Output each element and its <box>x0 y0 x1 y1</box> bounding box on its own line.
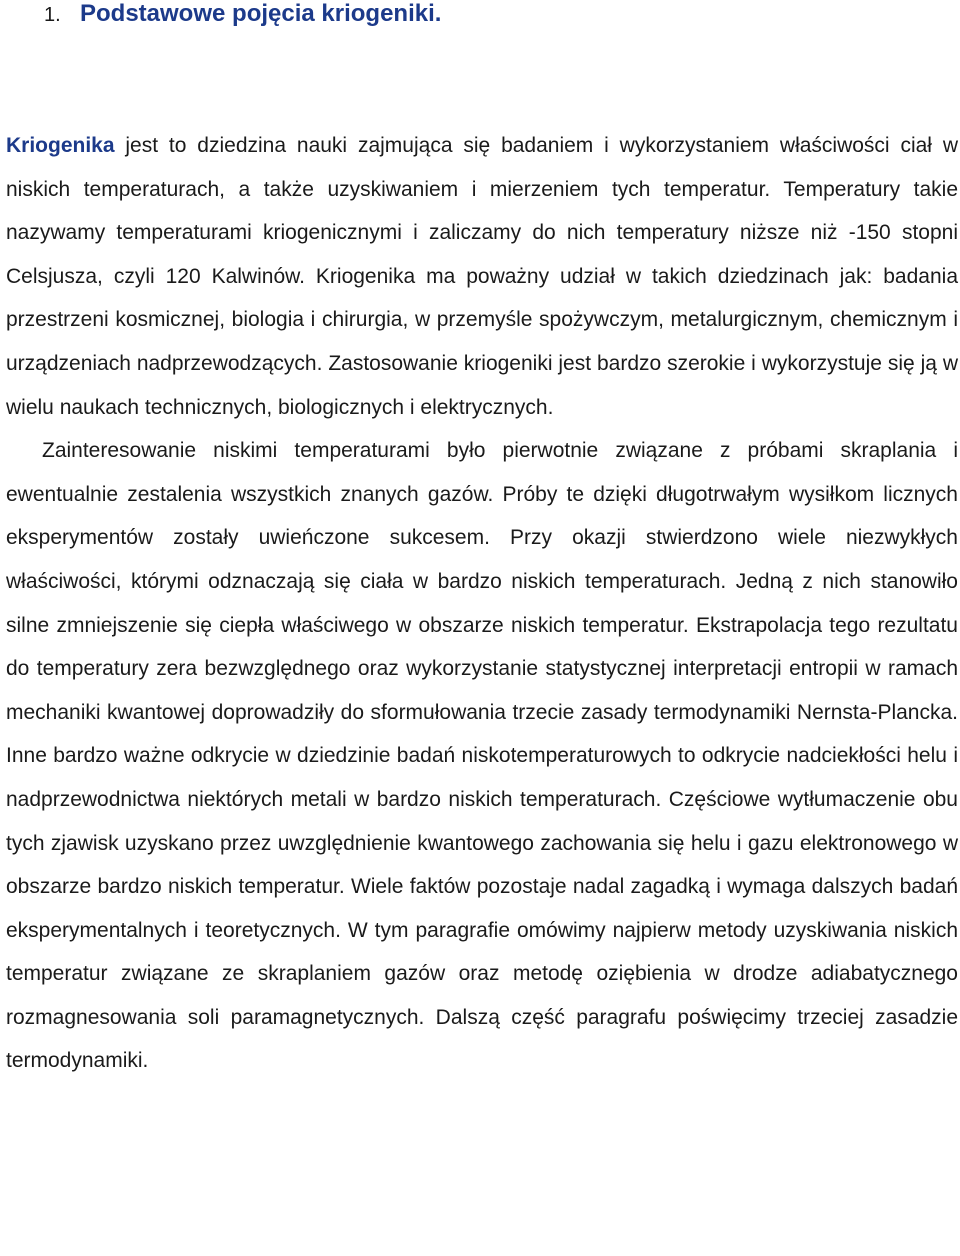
paragraph-definition-text: jest to dziedzina nauki zajmująca się badaniem i wykorzystaniem właściwości ciał w niskich temperaturach, a także uzyskiwaniem i mierzeniem tych temperatur. Temperatury takie nazywamy temperaturami kriogenicznymi i zaliczamy do nich temperatury niższe niż -150 stopni Celsjusza, czyli 120 Kalwinów. Kriogenika ma poważny udział w takich dziedzinach jak: badania przestrzeni kosmicznej, biologia i chirurgia, w przemyśle spożywczym, metalurgicznym, chemicznym i urządzeniach nadprzewodzących. Zastosowanie kriogeniki jest bardzo szerokie i wykorzystuje się ją w wielu naukach technicznych, biologicznych i elektrycznych. <box>6 134 958 419</box>
paragraph-history-text: Zainteresowanie niskimi temperaturami było pierwotnie związane z próbami skraplania i ewentualnie zestalenia wszystkich znanych gazów. Próby te dzięki długotrwałym wysiłkom licznych eksperymentów zostały uwieńczone sukcesem. Przy okazji stwierdzono wiele niezwykłych właściwości, którymi odznaczają się ciała w bardzo niskich temperaturach. Jedną z nich stanowiło silne zmniejszenie się ciepła właściwego w obszarze niskich temperatur. Ekstrapolacja tego rezultatu do temperatury zera bezwzględnego oraz wykorzystanie statystycznej interpretacji entropii w ramach mechaniki kwantowej doprowadziły do sformułowania trzecie zasady termodynamiki Nernsta-Plancka. Inne bardzo ważne odkrycie w dziedzinie badań niskotemperaturowych to odkrycie nadciekłości helu i nadprzewodnictwa niektórych metali w bardzo niskich temperaturach. Częściowe wytłumaczenie obu tych zjawisk uzyskano przez uwzględnienie kwantowego zachowania się helu i gazu elektronowego w obszarze bardzo niskich temperatur. Wiele faktów pozostaje nadal zagadką i wymaga dalszych badań eksperymentalnych i teoretycznych. W tym paragrafie omówimy najpierw metody uzyskiwania niskich temperatur związane ze skraplaniem gazów oraz metodę oziębienia w drodze adiabatycznego rozmagnesowania soli paramagnetycznych. Dalszą część paragrafu poświęcimy trzeciej zasadzie termodynamiki. <box>6 439 958 1073</box>
paragraph-definition <box>6 124 958 429</box>
paragraph-history <box>6 429 958 1083</box>
section-number: 1. <box>44 4 61 26</box>
defined-term: Kriogenika <box>6 134 115 157</box>
section-title: Podstawowe pojęcia kriogeniki. <box>80 0 442 27</box>
document-page <box>6 0 958 1083</box>
section-heading <box>6 0 958 28</box>
